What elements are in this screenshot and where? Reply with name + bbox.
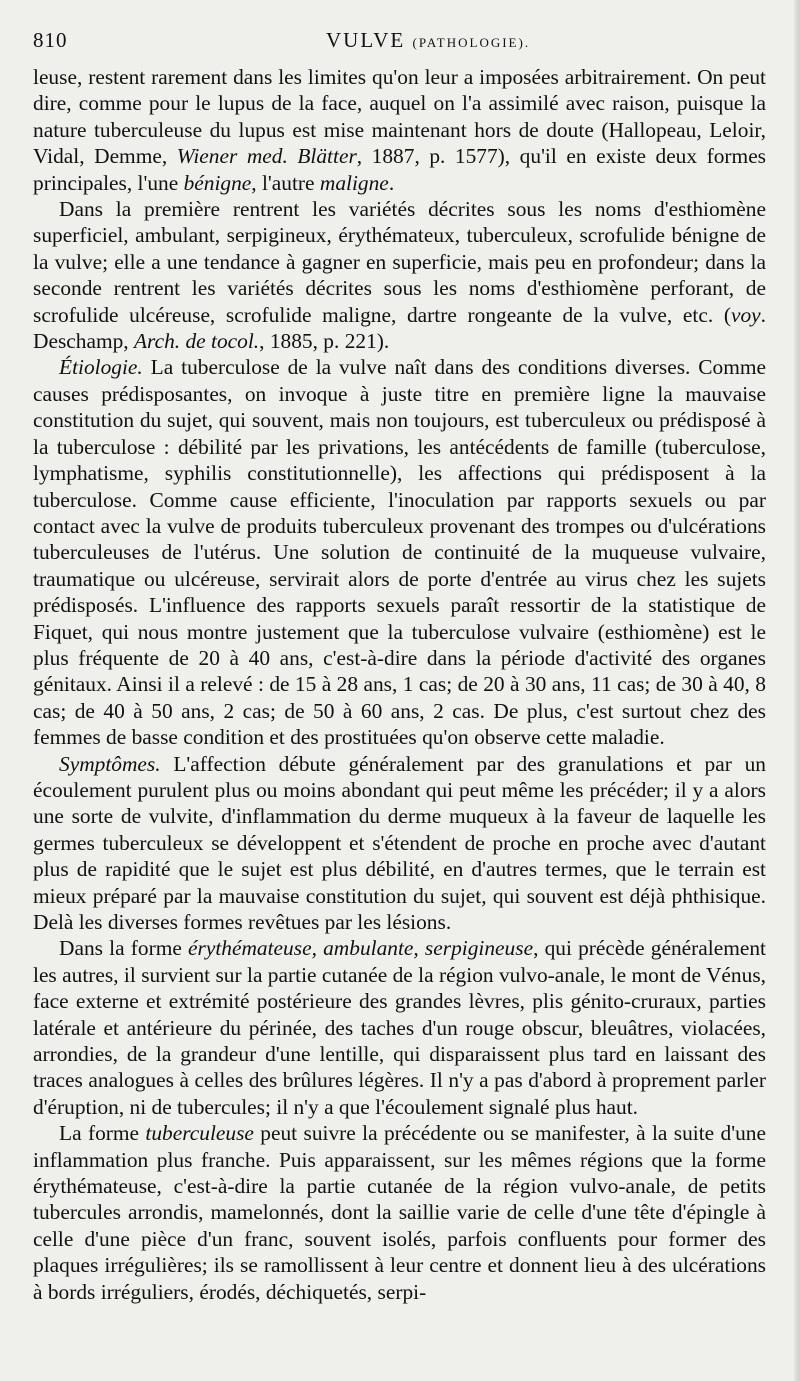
text-run: L'affection débute généralement par des granulations et par un écoulement purulent plus ou moins abondant qui peut même les précéder; il y a alors une sorte de vulvite, d'inflammation du derme muqueux à la faveur de laquelle les germes tuberculeux se développent et s'étendent de proche en proche avec d'autant plus de rapidité que le sujet est plus débilité, en d'autres termes, que le terrain est mieux préparé par la mauvaise constitution du sujet, qui souvent est déjà phthisique. Delà les diverses formes revêtues par les lésions. [33,751,766,934]
page-body [33,64,766,1305]
text-run: , 1885, p. 221). [259,329,390,354]
paragraph [33,354,766,750]
text-run: , qui précède généralement les autres, il survient sur la partie cutanée de la région vulvo-anale, le mont de Vénus, face externe et extrémité postérieure des grandes lèvres, plis génito-cruraux, parties latérale et antérieure du périnée, des taches d'un rouge obscur, bleuâtres, violacées, arrondies, de la grandeur d'une lentille, qui disparaissent plus tard en laissant des traces analogues à celles des brûlures légères. Il n'y a pas d'abord à proprement parler d'éruption, ni de tubercules; il n'y a que l'écoulement signalé plus haut. [33,936,766,1119]
paragraph [33,196,766,354]
page-header [33,22,766,56]
italic-text: bénigne [183,170,252,195]
paragraph [33,1120,766,1305]
italic-text: voy [730,302,761,327]
running-title-main: VULVE [326,28,406,52]
text-run: . [388,170,395,195]
text-run: , 1887, p. 1577), qu'il en existe deux formes principales, l'une [33,144,767,195]
paragraph [33,935,766,1120]
text-run: La forme [59,1121,146,1146]
text-run: Dans la première rentrent les variétés décrites sous les noms d'esthiomène superficiel, ambulant, serpigineux, érythémateux, tuberculeux, scrofulide bénigne de la vulve; elle a une tendance à gagner en superficie, mais peu en profondeur; dans la seconde rentrent les variétés décrites sous les noms d'esthiomène perforant, de scrofulide ulcéreuse, scrofulide maligne, dartre rongeante de la vulve, etc. ( [33,197,766,327]
text-run: La tuberculose de la vulve naît dans des conditions diverses. Comme causes prédisposantes, on invoque à juste titre en première ligne la mauvaise constitution du sujet, qui souvent, mais non toujours, est tuberculeux ou prédisposé à la tuberculose : débilité par les privations, les antécédents de famille (tuberculose, lymphatisme, syphilis constitutionnelle), les affections qui prédisposent à la tuberculose. Comme cause efficiente, l'inoculation par rapports sexuels ou par contact avec la vulve de produits tuberculeux provenant des trompes ou d'ulcérations tuberculeuses de l'utérus. Une solution de continuité de la muqueuse vulvaire, traumatique ou ulcéreuse, servirait alors de porte d'entrée au virus chez les sujets prédisposés. L'influence des rapports sexuels paraît ressortir de la statistique de Fiquet, qui nous montre justement que la tuberculose vulvaire (esthiomène) est le plus fréquente de 20 à 40 ans, c'est-à-dire dans la période d'activité des organes génitaux. Ainsi il a relevé : de 15 à 28 ans, 1 cas; de 20 à 30 ans, 11 cas; de 30 à 40, 8 cas; de 40 à 50 ans, 2 cas; de 50 à 60 ans, 2 cas. De plus, c'est surtout chez des femmes de basse condition et des prostituées qu'on observe cette maladie. [33,355,766,750]
running-title-sub: (PATHOLOGIE). [412,35,531,50]
italic-text: tuberculeuse [145,1121,254,1146]
italic-text: érythémateuse, ambulante, serpigineuse [188,936,534,961]
italic-text: Arch. de tocol. [133,329,260,354]
running-title [326,28,530,53]
italic-text: Symptômes. [59,751,161,776]
text-run: , l'autre [251,170,320,195]
paragraph [33,64,766,196]
page-number: 810 [33,28,68,52]
text-run: leuse, restent rarement dans les limites qu'on leur a imposées arbitrairement. On peut dire, comme pour le lupus de la face, auquel on l'a assimilé avec raison, puisque la nature tuberculeuse du lupus est mise maintenant hors de doute (Hallopeau, Leloir, Vidal, Demme, [33,65,766,169]
italic-text: maligne [319,170,389,195]
text-run: . Deschamp, [33,302,766,354]
text-run: peut suivre la précédente ou se manifester, à la suite d'une inflammation plus franche. Puis apparaissent, sur les mêmes régions que la forme érythémateuse, c'est-à-dire la partie cutanée de la région vulvo-anale, de petits tubercules arrondis, mamelonnés, dont la saillie varie de celle d'une tête d'épingle à celle d'une pièce d'un franc, souvent isolés, parfois confluents pour former des plaques irrégulières; ils se ramollissent à leur centre et donnent lieu à des ulcérations à bords irréguliers, érodés, déchiquetés, serpi- [33,1121,766,1304]
text-run: Dans la forme [59,936,189,961]
italic-text: Étiologie. [59,355,143,380]
paragraph [33,751,766,936]
italic-text: Wiener med. Blätter [176,144,357,169]
page-edge-shadow [794,0,800,1381]
